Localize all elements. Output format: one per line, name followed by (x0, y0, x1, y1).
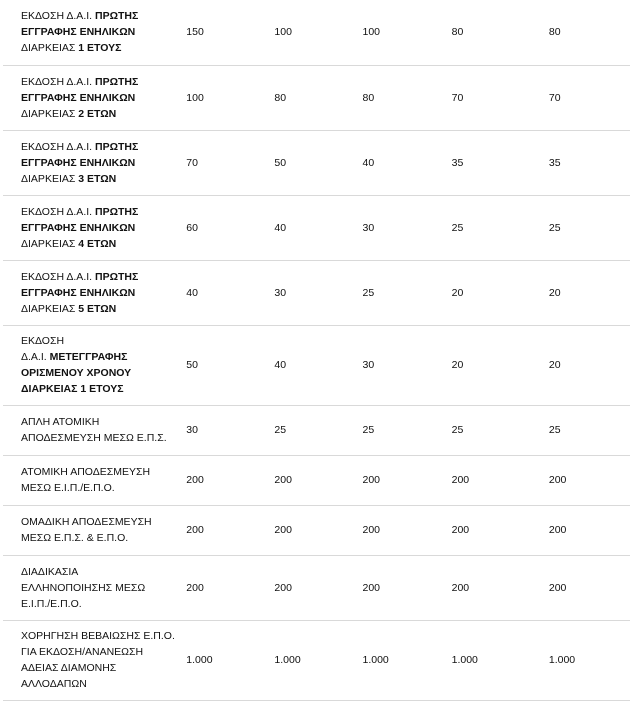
fee-cell: 25 (270, 405, 358, 455)
fee-cell: 80 (448, 0, 545, 65)
fee-cell: 70 (545, 65, 630, 130)
row-label-text: 1 ΕΤΟΥΣ (78, 42, 122, 55)
fee-cell: 200 (448, 505, 545, 555)
fee-cell: 80 (359, 65, 448, 130)
row-label (3, 555, 182, 620)
row-label-text: ΑΠΟΔΕΣΜΕΥΣΗ ΜΕΣΩ Ε.Π.Σ. (21, 432, 167, 444)
row-label-text: 3 ΕΤΩΝ (78, 172, 117, 185)
row-label-text: ΕΚΔΟΣΗ Δ.Α.Ι. (21, 75, 95, 88)
table-row (3, 65, 630, 130)
fee-cell: 200 (270, 555, 358, 620)
table-row (3, 505, 630, 555)
table-row (3, 130, 630, 195)
row-label-text: ΕΛΛΗΝΟΠΟΙΗΣΗΣ ΜΕΣΩ (21, 581, 146, 594)
fee-cell: 20 (448, 260, 545, 325)
row-label-text: ΠΡΩΤΗΣ (94, 75, 139, 88)
fee-cell: 40 (182, 260, 270, 325)
row-label-text: ΔΙΑΡΚΕΙΑΣ 1 ΕΤΟΥΣ (21, 383, 124, 395)
fees-table (3, 0, 630, 701)
fee-cell: 20 (545, 260, 630, 325)
row-label-text: ΕΓΓΡΑΦΗΣ ΕΝΗΛΙΚΩΝ (21, 221, 136, 234)
row-label-text: ΑΛΛΟΔΑΠΩΝ (21, 678, 87, 690)
row-label (3, 0, 182, 65)
fee-cell: 70 (448, 65, 545, 130)
table-row (3, 195, 630, 260)
row-label-text: ΔΙΑΡΚΕΙΑΣ (21, 172, 79, 185)
fee-cell: 30 (359, 325, 448, 405)
fees-table-body (3, 0, 630, 700)
row-label-text: ΟΜΑΔΙΚΗ ΑΠΟΔΕΣΜΕΥΣΗ (21, 516, 152, 528)
fee-cell: 80 (270, 65, 358, 130)
row-label-text: ΑΔΕΙΑΣ ΔΙΑΜΟΝΗΣ (21, 662, 117, 674)
row-label-text: ΠΡΩΤΗΣ (94, 10, 139, 23)
row-label-text: ΔΙΑΡΚΕΙΑΣ (21, 237, 79, 250)
row-label (3, 65, 182, 130)
fee-cell: 25 (359, 260, 448, 325)
fee-cell: 200 (270, 505, 358, 555)
row-label-text: ΟΡΙΣΜΕΝΟΥ ΧΡΟΝΟΥ (21, 367, 132, 379)
table-row (3, 555, 630, 620)
row-label (3, 195, 182, 260)
fee-cell: 200 (359, 455, 448, 505)
table-row (3, 405, 630, 455)
fee-cell: 200 (270, 455, 358, 505)
row-label-text: ΔΙΑΡΚΕΙΑΣ (21, 302, 79, 315)
fee-cell: 1.000 (359, 620, 448, 700)
row-label-text: ΑΠΛΗ ΑΤΟΜΙΚΗ (21, 416, 100, 428)
row-label-text: ΧΟΡΗΓΗΣΗ ΒΕΒΑΙΩΣΗΣ Ε.Π.Ο. (21, 630, 175, 642)
table-row (3, 455, 630, 505)
row-label-text: ΕΚΔΟΣΗ Δ.Α.Ι. (21, 205, 95, 218)
fee-cell: 35 (448, 130, 545, 195)
row-label-text: ΕΚΔΟΣΗ (21, 335, 65, 347)
row-label-text: ΜΕΤΕΓΓΡΑΦΗΣ (49, 351, 128, 363)
fee-cell: 200 (448, 555, 545, 620)
fee-cell: 50 (270, 130, 358, 195)
fee-cell: 25 (448, 405, 545, 455)
fee-cell: 40 (270, 195, 358, 260)
row-label (3, 260, 182, 325)
fee-cell: 40 (359, 130, 448, 195)
row-label-text: ΠΡΩΤΗΣ (94, 140, 139, 153)
row-label-text: ΕΓΓΡΑΦΗΣ ΕΝΗΛΙΚΩΝ (21, 26, 136, 39)
row-label-text: 4 ΕΤΩΝ (78, 237, 117, 250)
row-label-text: ΔΙΑΡΚΕΙΑΣ (21, 42, 79, 55)
row-label (3, 505, 182, 555)
row-label-text: ΕΓΓΡΑΦΗΣ ΕΝΗΛΙΚΩΝ (21, 156, 136, 169)
row-label-text: ΕΓΓΡΑΦΗΣ ΕΝΗΛΙΚΩΝ (21, 91, 136, 104)
fee-cell: 25 (359, 405, 448, 455)
fee-cell: 200 (545, 555, 630, 620)
table-row (3, 620, 630, 700)
fee-cell: 1.000 (182, 620, 270, 700)
row-label-text: ΔΙΑΡΚΕΙΑΣ (21, 107, 79, 120)
row-label-text: ΕΚΔΟΣΗ Δ.Α.Ι. (21, 140, 95, 153)
fee-cell: 100 (182, 65, 270, 130)
row-label-text: ΠΡΩΤΗΣ (94, 205, 139, 218)
row-label-text: ΔΙΑΔΙΚΑΣΙΑ (21, 565, 79, 578)
fee-cell: 35 (545, 130, 630, 195)
row-label-text: ΕΓΓΡΑΦΗΣ ΕΝΗΛΙΚΩΝ (21, 286, 136, 299)
fee-cell: 100 (359, 0, 448, 65)
row-label (3, 325, 182, 405)
row-label (3, 405, 182, 455)
row-label-text: ΠΡΩΤΗΣ (94, 270, 139, 283)
row-label (3, 455, 182, 505)
fee-cell: 25 (545, 405, 630, 455)
fee-cell: 200 (182, 455, 270, 505)
row-label-text: Δ.Α.Ι. (21, 351, 50, 363)
table-row (3, 0, 630, 65)
row-label-text: ΓΙΑ ΕΚΔΟΣΗ/ΑΝΑΝΕΩΣΗ (21, 646, 144, 658)
row-label-text: ΕΚΔΟΣΗ Δ.Α.Ι. (21, 10, 95, 23)
fee-cell: 1.000 (545, 620, 630, 700)
table-row (3, 260, 630, 325)
fee-cell: 20 (545, 325, 630, 405)
fee-cell: 200 (545, 505, 630, 555)
fee-cell: 150 (182, 0, 270, 65)
fee-cell: 50 (182, 325, 270, 405)
fee-cell: 30 (182, 405, 270, 455)
fee-cell: 200 (182, 555, 270, 620)
fee-cell: 200 (545, 455, 630, 505)
fee-cell: 200 (359, 505, 448, 555)
row-label-text: ΑΤΟΜΙΚΗ ΑΠΟΔΕΣΜΕΥΣΗ (21, 466, 151, 478)
row-label (3, 130, 182, 195)
row-label-text: ΜΕΣΩ Ε.Ι.Π./Ε.Π.Ο. (21, 482, 115, 494)
fee-cell: 60 (182, 195, 270, 260)
fee-cell: 1.000 (270, 620, 358, 700)
fee-cell: 25 (545, 195, 630, 260)
row-label (3, 620, 182, 700)
fee-cell: 25 (448, 195, 545, 260)
fee-cell: 1.000 (448, 620, 545, 700)
fee-cell: 30 (270, 260, 358, 325)
row-label-text: 2 ΕΤΩΝ (78, 107, 117, 120)
table-row (3, 325, 630, 405)
fee-cell: 200 (359, 555, 448, 620)
row-label-text: ΕΚΔΟΣΗ Δ.Α.Ι. (21, 270, 95, 283)
fee-cell: 30 (359, 195, 448, 260)
fee-cell: 40 (270, 325, 358, 405)
row-label-text: ΜΕΣΩ Ε.Π.Σ. & Ε.Π.Ο. (21, 532, 129, 544)
row-label-text: 5 ΕΤΩΝ (78, 302, 117, 315)
fee-cell: 200 (182, 505, 270, 555)
fee-cell: 200 (448, 455, 545, 505)
fee-cell: 100 (270, 0, 358, 65)
row-label-text: Ε.Ι.Π./Ε.Π.Ο. (21, 597, 82, 610)
fee-cell: 70 (182, 130, 270, 195)
fee-cell: 80 (545, 0, 630, 65)
fee-cell: 20 (448, 325, 545, 405)
